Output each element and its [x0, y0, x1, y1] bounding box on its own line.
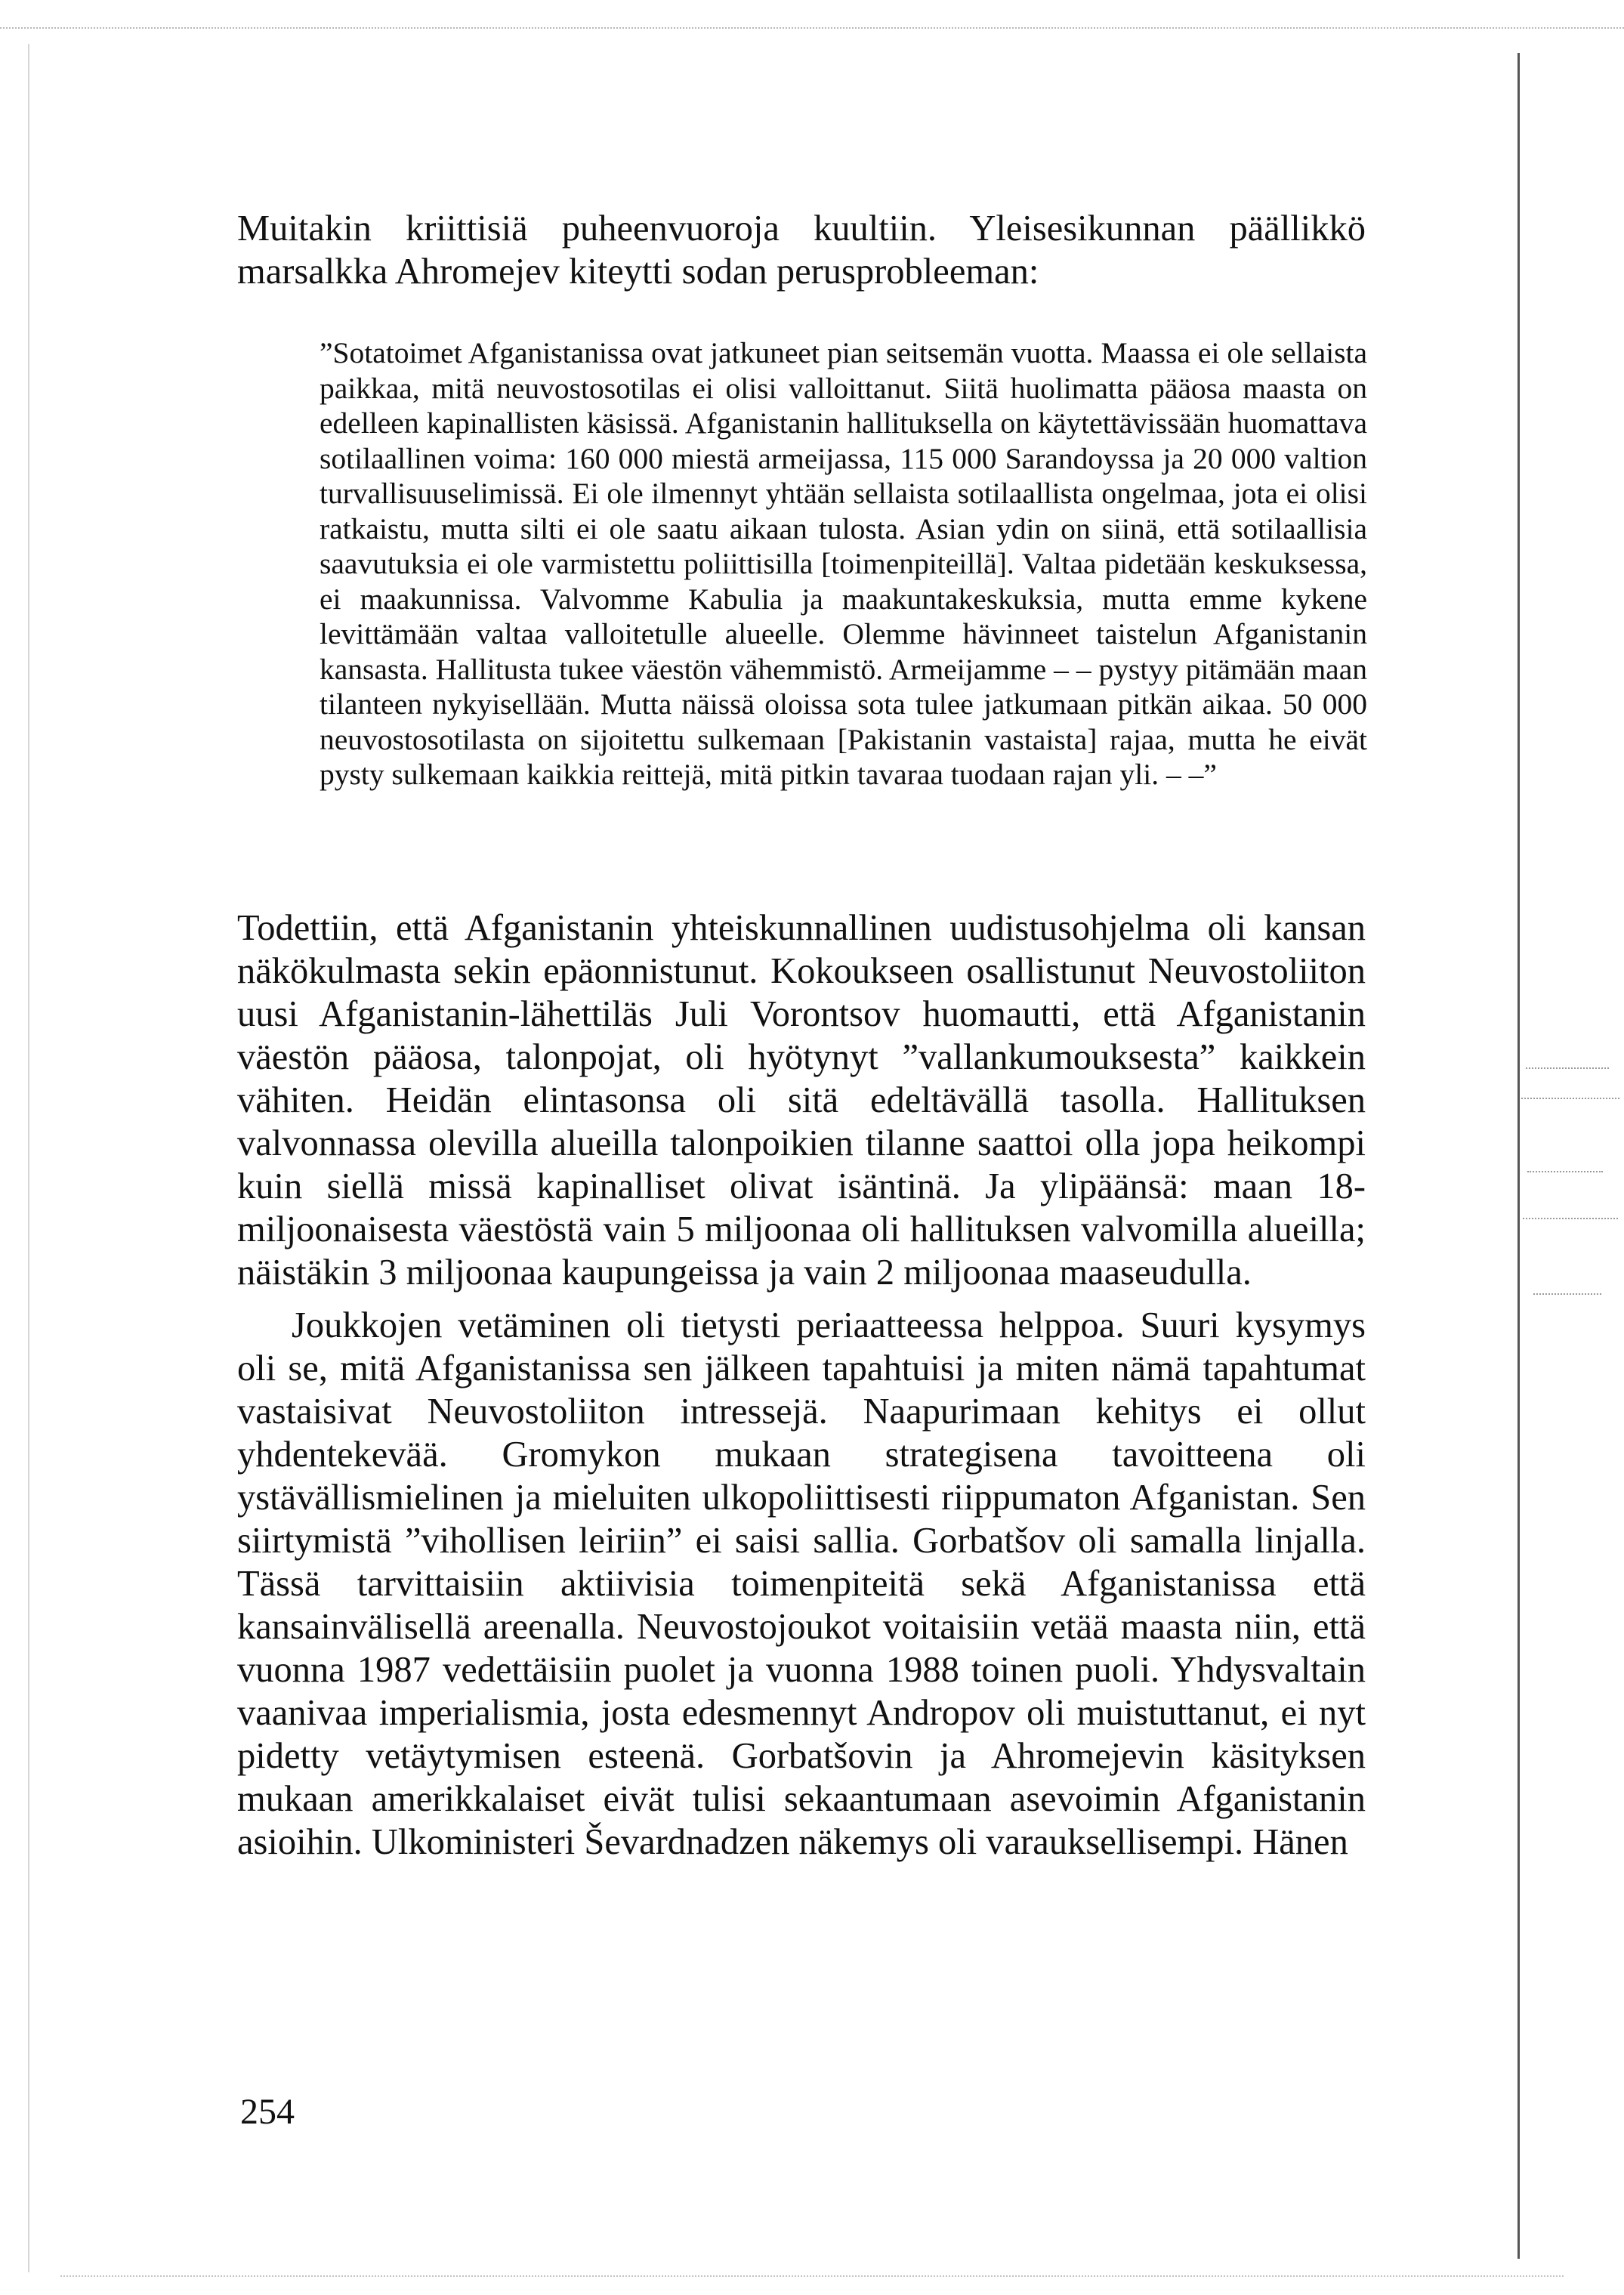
margin-scan-mark [1521, 1098, 1619, 1099]
body-paragraph-2: Joukkojen vetäminen oli tietysti periaatteessa helppoa. Suuri kysymys oli se, mitä Afganistanissa sen jälkeen tapahtuisi ja miten nämä tapahtumat vastaisivat Neuvostoliiton intressejä. Naapurimaan kehitys ei ollut yhdentekevää. Gromykon mukaan strategisena tavoitteena oli ystävällismielinen ja mieluiten ulkopoliittisesti riippumaton Afganistan. Sen siirtymistä ”vihollisen leiriin” ei saisi sallia. Gorbatšov oli samalla linjalla. Tässä tarvittaisiin aktiivisia toimenpiteitä sekä Afganistanissa että kansainvälisellä areenalla. Neuvostojoukot voitaisiin vetää maasta niin, että vuonna 1987 vedettäisiin puolet ja vuonna 1988 toinen puoli. Yhdysvaltain vaanivaa imperialismia, josta edesmennyt Andropov oli muistuttanut, ei nyt pidetty vetäytymisen esteenä. Gorbatšovin ja Ahromejevin käsityksen mukaan amerikkalaiset eivät tulisi sekaantumaan asevoimin Afganistanin asioihin. Ulkoministeri Ševardnadzen näkemys oli varauksellisempi. Hänen [237, 1305, 1366, 1862]
scan-top-edge [0, 27, 1624, 29]
margin-scan-mark [1526, 1067, 1609, 1069]
margin-scan-mark [1533, 1293, 1601, 1295]
margin-scan-mark [1523, 1218, 1618, 1219]
block-quotation: ”Sotatoimet Afganistanissa ovat jatkuneet pian seitsemän vuotta. Maassa ei ole sellaista paikkaa, mitä neuvostosotilas ei olisi valloittanut. Siitä huolimatta pääosa maasta on edelleen kapinallisten käsissä. Afganistanin hallituksella on käytettävissään huomattava sotilaallinen voima: 160 000 miestä armeijassa, 115 000 Sarandoyssa ja 20 000 valtion turvallisuuselimissä. Ei ole ilmennyt yhtään sellaista sotilaallista ongelmaa, jota ei olisi ratkaistu, mutta silti ei ole saatu aikaan tulosta. Asian ydin on siinä, että sotilaallisia saavutuksia ei ole varmistettu poliittisilla [toimenpiteillä]. Valtaa pidetään keskuksessa, ei maakunnissa. Valvomme Kabulia ja maakuntakeskuksia, mutta emme kykene levittämään valtaa valloitetulle alueelle. Olemme hävinneet taistelun Afganistanin kansasta. Hallitusta tukee väestön vähemmistö. Armeijamme – – pystyy pitämään maan tilanteen nykyisellään. Mutta näissä oloissa sota tulee jatkumaan pitkän aikaa. 50 000 neuvostosotilasta on sijoitettu sulkemaan [Pakistanin vastaista] rajaa, mutta he eivät pysty sulkemaan kaikkia reittejä, mitä pitkin tavaraa tuodaan rajan yli. – –” [320, 336, 1367, 791]
body-paragraph-1: Todettiin, että Afganistanin yhteiskunnallinen uudistusohjelma oli kansan näkökulmasta sekin epäonnistunut. Kokoukseen osallistunut Neuvostoliiton uusi Afganistanin-lähettiläs Juli Vorontsov huomautti, että Afganistanin väestön pääosa, talonpojat, oli hyötynyt ”vallankumouksesta” kaikkein vähiten. Heidän elintasonsa oli sitä edeltävällä tasolla. Hallituksen valvonnassa olevilla alueilla talonpoikien tilanne saattoi olla jopa heikompi kuin siellä missä kapinalliset olivat isäntinä. Ja ylipäänsä: maan 18-miljoonaisesta väestöstä vain 5 miljoonaa oli hallituksen valvomilla alueilla; näistäkin 3 miljoonaa kaupungeissa ja vain 2 miljoonaa maaseudulla. [237, 908, 1366, 1293]
scan-bottom-edge [60, 2275, 1564, 2277]
page-number: 254 [240, 2092, 295, 2132]
intro-paragraph: Muitakin kriittisiä puheenvuoroja kuultiin. Yleisesikunnan päällikkö marsalkka Ahromejev kiteytti sodan perusprobleeman: [237, 208, 1366, 292]
page-right-edge [1517, 53, 1520, 2259]
margin-scan-mark [1527, 1171, 1603, 1172]
page-left-edge [28, 44, 29, 2272]
